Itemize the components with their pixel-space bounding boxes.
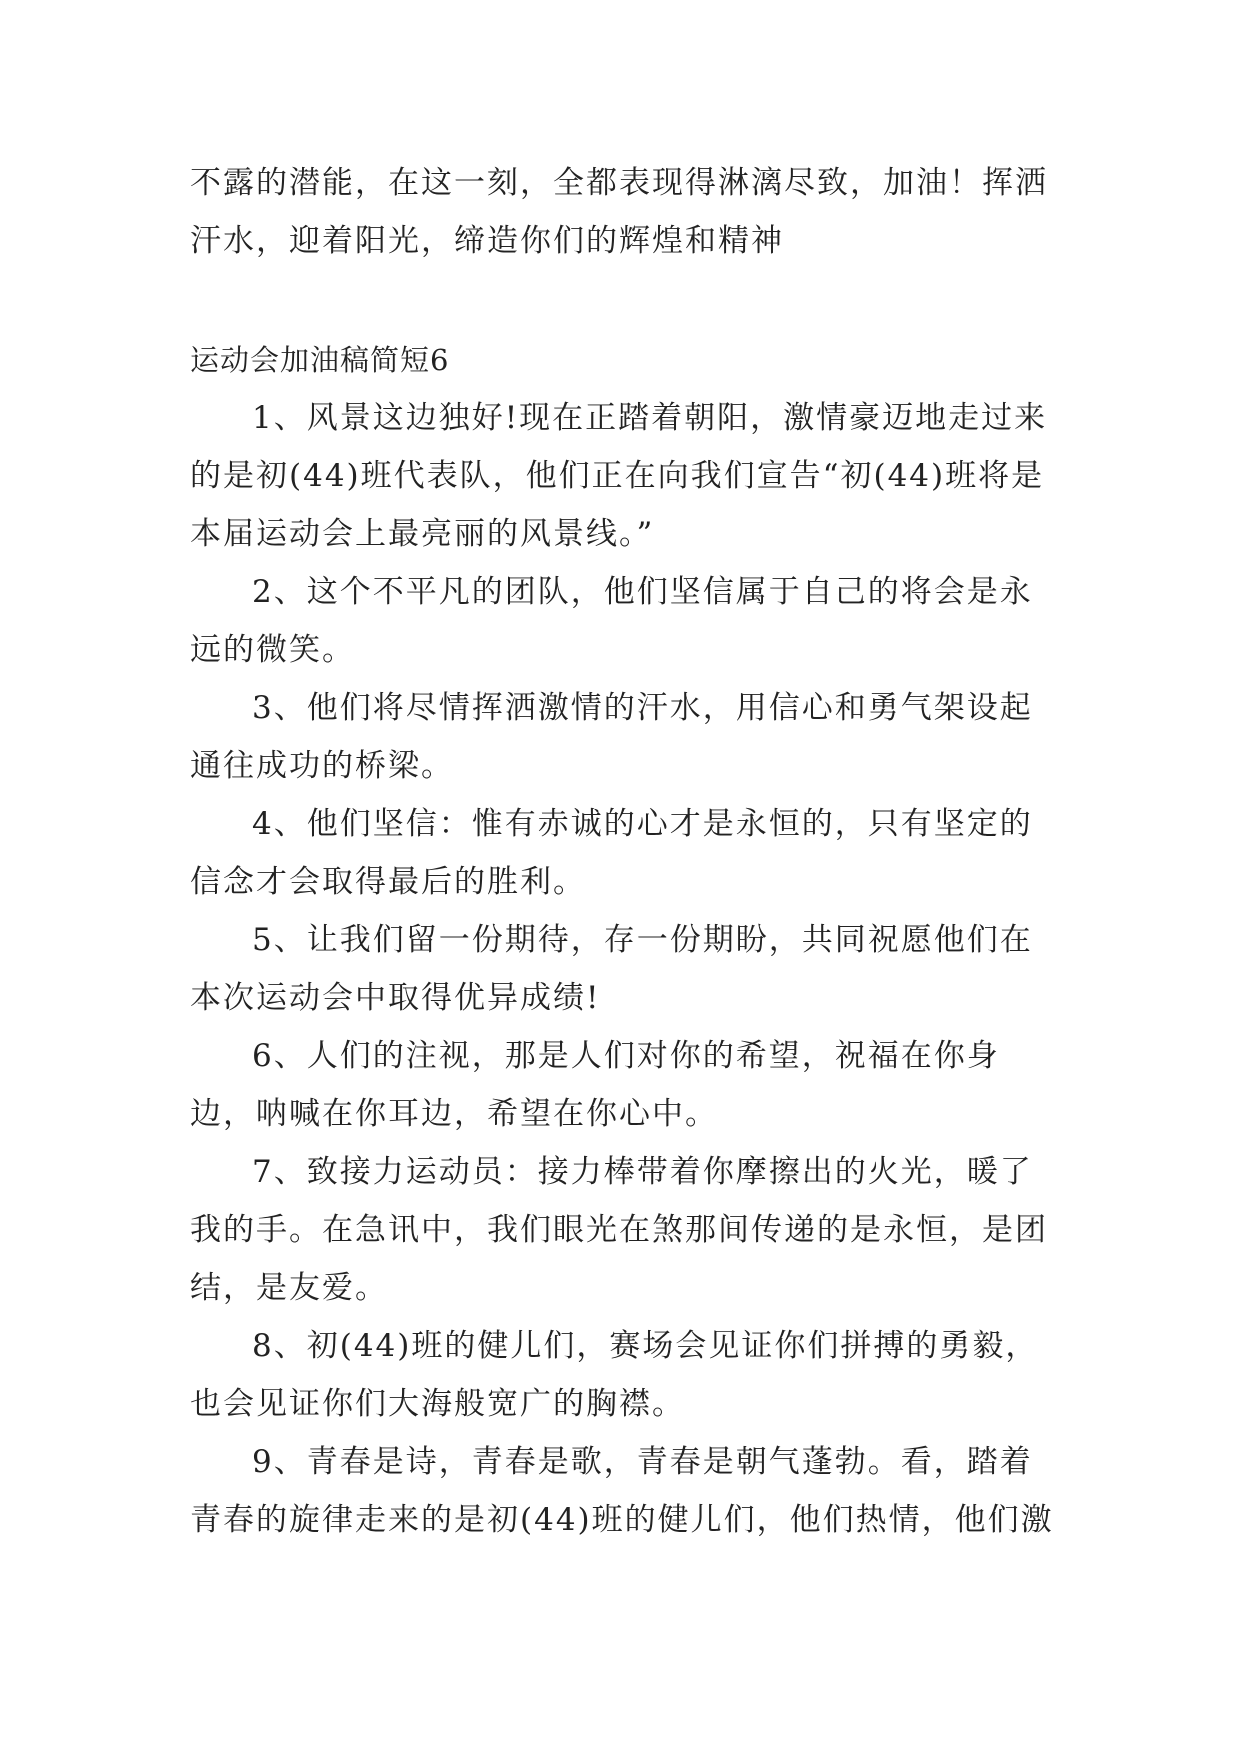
intro-paragraph: 不露的潜能，在这一刻，全都表现得淋漓尽致，加油！挥洒汗水，迎着阳光，缔造你们的辉煌和精神 <box>190 165 1048 259</box>
list-item: 9、青春是诗，青春是歌，青春是朝气蓬勃。看，踏着青春的旋律走来的是初(44)班的健儿们，他们热情，他们激 <box>190 1444 1054 1538</box>
list-item: 8、初(44)班的健儿们，赛场会见证你们拼搏的勇毅，也会见证你们大海般宽广的胸襟。 <box>190 1328 1039 1422</box>
list-item: 5、让我们留一份期待，存一份期盼，共同祝愿他们在本次运动会中取得优异成绩! <box>190 922 1033 1016</box>
list-item: 4、他们坚信：惟有赤诚的心才是永恒的，只有坚定的信念才会取得最后的胜利。 <box>190 806 1033 900</box>
list-item: 3、他们将尽情挥洒激情的汗水，用信心和勇气架设起通往成功的桥梁。 <box>190 690 1033 784</box>
list-item: 6、人们的注视，那是人们对你的希望，祝福在你身边，呐喊在你耳边，希望在你心中。 <box>190 1038 1000 1132</box>
list-item: 1、风景这边独好!现在正踏着朝阳，激情豪迈地走过来的是初(44)班代表队，他们正在向我们宣告“初(44)班将是本届运动会上最亮丽的风景线。” <box>190 400 1048 552</box>
item-list <box>190 389 1060 1549</box>
list-item: 2、这个不平凡的团队，他们坚信属于自己的将会是永远的微笑。 <box>190 574 1033 668</box>
section-heading: 运动会加油稿简短6 <box>190 343 450 377</box>
list-item: 7、致接力运动员：接力棒带着你摩擦出的火光，暖了我的手。在急讯中，我们眼光在煞那间传递的是永恒，是团结，是友爱。 <box>190 1154 1048 1306</box>
